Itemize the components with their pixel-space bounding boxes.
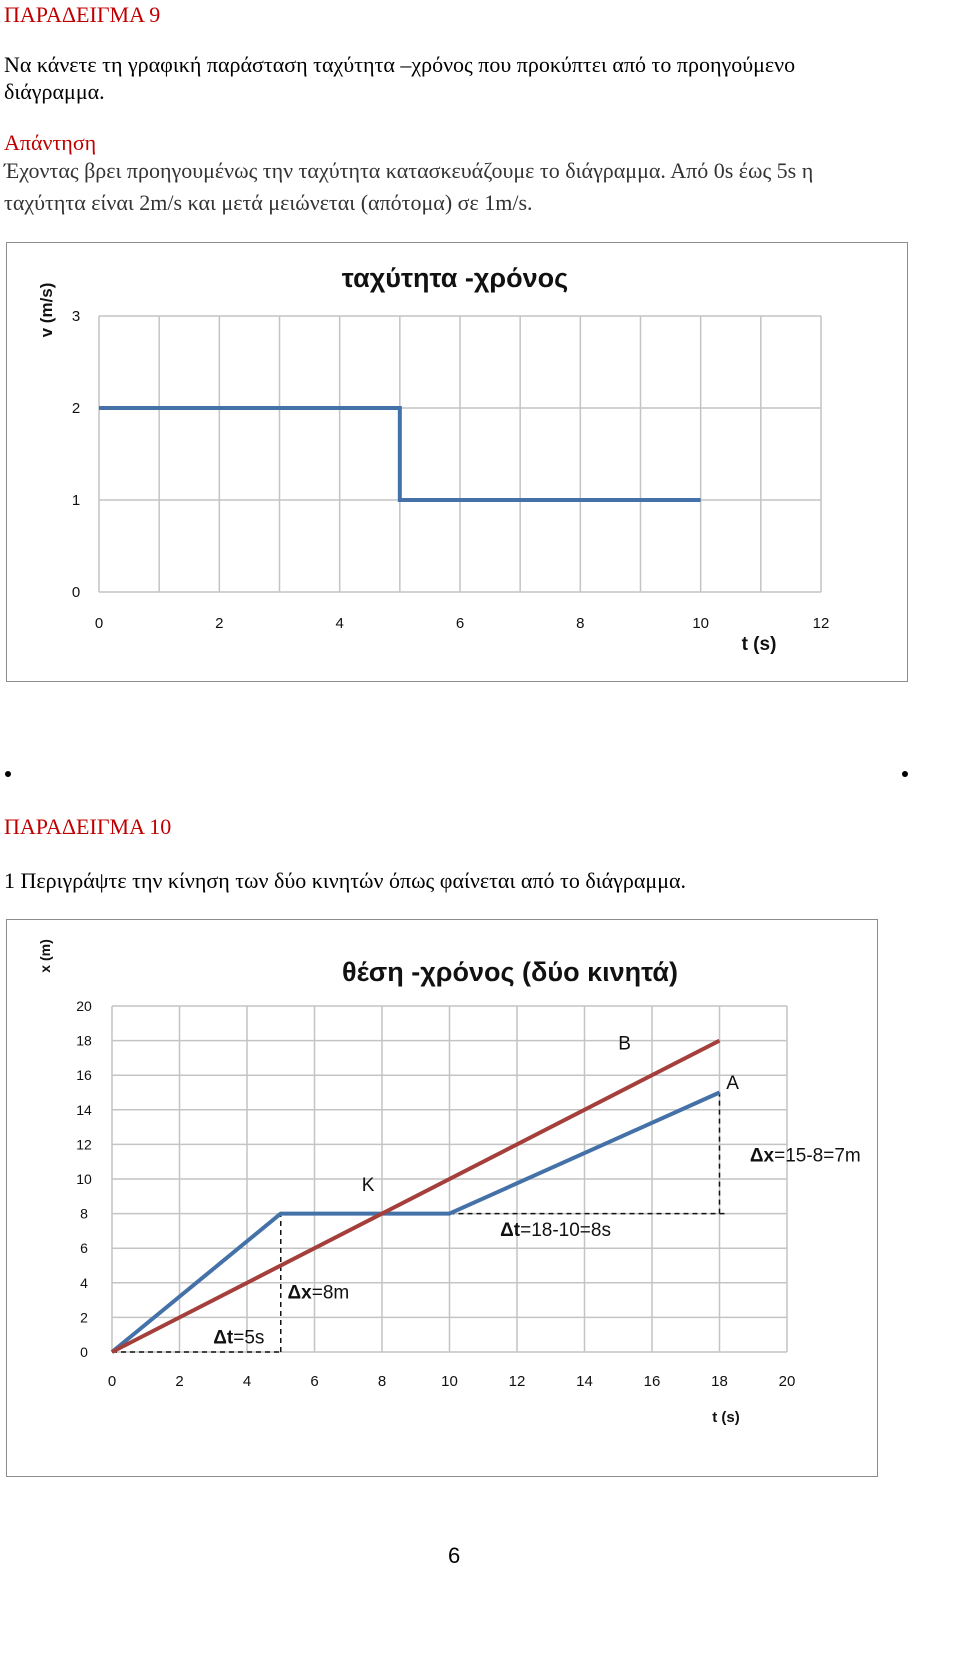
chart-1-x-tick-label: 0 bbox=[94, 615, 104, 632]
chart-2-x-tick-label: 14 bbox=[576, 1373, 593, 1390]
page-number: 6 bbox=[448, 1543, 461, 1568]
answer-heading: Απάντηση bbox=[4, 130, 97, 155]
chart-2-x-tick-label: 0 bbox=[107, 1373, 117, 1390]
chart-2-xlabel: t (s) bbox=[712, 1409, 740, 1426]
velocity-time-chart bbox=[0, 0, 960, 720]
chart-2-annotation: Δt=5s bbox=[213, 1327, 265, 1349]
chart-2-annotations bbox=[213, 1033, 860, 1348]
chart-2-series bbox=[112, 1041, 720, 1352]
chart-2-annotation: Δx=15-8=7m bbox=[749, 1145, 861, 1167]
chart-2-x-tick-label: 20 bbox=[778, 1373, 796, 1390]
chart-1-x-tick-label: 10 bbox=[692, 615, 710, 632]
chart-1-tick-labels bbox=[72, 308, 830, 632]
left-dot bbox=[5, 771, 11, 777]
chart-2-y-tick-label: 8 bbox=[80, 1205, 88, 1222]
chart-1-xlabel: t (s) bbox=[741, 634, 777, 655]
position-time-chart bbox=[0, 900, 960, 1500]
chart-2-x-tick-label: 12 bbox=[508, 1373, 526, 1390]
chart-2-x-tick-label: 16 bbox=[643, 1373, 661, 1390]
chart-2-y-tick-label: 10 bbox=[76, 1171, 92, 1187]
chart-2-annotation: A bbox=[726, 1073, 739, 1095]
chart-2-y-tick-label: 18 bbox=[76, 1032, 92, 1049]
chart-1-series-line bbox=[99, 408, 701, 500]
answer-line-2: ταχύτητα είναι 2m/s και μετά μειώνεται (απότομα) σε 1m/s. bbox=[4, 190, 533, 215]
chart-2-x-tick-label: 8 bbox=[377, 1373, 387, 1390]
chart-2-y-tick-label: 4 bbox=[80, 1274, 88, 1291]
chart-2-x-tick-label: 18 bbox=[711, 1373, 728, 1390]
chart-1-grid bbox=[99, 316, 821, 592]
chart-2-ylabel: x (m) bbox=[37, 939, 53, 973]
chart-2-x-tick-label: 2 bbox=[175, 1373, 184, 1390]
chart-2-x-tick-label: 10 bbox=[441, 1373, 458, 1390]
chart-1-x-tick-label: 4 bbox=[335, 615, 344, 632]
answer-line-1: Έχοντας βρει προηγουμένως την ταχύτητα κατασκευάζουμε το διάγραμμα. Από 0s έως 5s η bbox=[4, 158, 814, 183]
chart-1-ylabel: v (m/s) bbox=[37, 282, 56, 338]
chart-2-series-B bbox=[112, 1041, 720, 1352]
chart-2-annotation: Δt=18-10=8s bbox=[500, 1220, 611, 1242]
example-10-heading: ΠΑΡΑΔΕΙΓΜΑ 10 bbox=[4, 814, 172, 839]
example-9-heading: ΠΑΡΑΔΕΙΓΜΑ 9 bbox=[4, 2, 161, 27]
example-10-question: 1 Περιγράψτε την κίνηση των δύο κινητών όπως φαίνεται από το διάγραμμα. bbox=[4, 868, 687, 893]
chart-2-y-tick-label: 16 bbox=[76, 1067, 92, 1084]
chart-2-y-tick-label: 2 bbox=[80, 1309, 88, 1326]
chart-2-y-tick-label: 14 bbox=[76, 1101, 92, 1118]
chart-2-annotation: Δx=8m bbox=[287, 1282, 350, 1304]
chart-2-x-tick-label: 4 bbox=[242, 1373, 252, 1390]
example-9-question-line-2: διάγραμμα. bbox=[4, 79, 105, 104]
chart-2-y-tick-label: 12 bbox=[76, 1136, 92, 1153]
chart-2-title: θέση -χρόνος (δύο κινητά) bbox=[341, 957, 679, 987]
example-9-question-line-1: Να κάνετε τη γραφική παράσταση ταχύτητα –χρόνος που προκύπτει από το προηγούμενο bbox=[4, 52, 796, 77]
chart-2-series-A bbox=[112, 1093, 720, 1353]
right-dot bbox=[902, 771, 908, 777]
chart-2-y-tick-label: 0 bbox=[80, 1344, 88, 1360]
chart-1-title: ταχύτητα -χρόνος bbox=[341, 263, 569, 293]
chart-1-x-tick-label: 12 bbox=[812, 615, 830, 632]
chart-1-x-tick-label: 2 bbox=[215, 615, 224, 632]
chart-2-x-tick-label: 6 bbox=[310, 1373, 319, 1390]
chart-1-x-tick-label: 8 bbox=[576, 615, 585, 632]
chart-1-y-tick-label: 3 bbox=[71, 308, 81, 325]
chart-2-annotation: K bbox=[361, 1175, 375, 1197]
chart-1-y-tick-label: 2 bbox=[71, 400, 81, 417]
chart-1-y-tick-label: 0 bbox=[71, 584, 81, 601]
chart-1-x-tick-label: 6 bbox=[455, 615, 465, 632]
chart-2-annotation: B bbox=[618, 1033, 631, 1055]
chart-1-y-tick-label: 1 bbox=[71, 492, 81, 509]
chart-1-series bbox=[99, 408, 701, 500]
chart-2-y-tick-label: 20 bbox=[76, 998, 92, 1014]
chart-2-y-tick-label: 6 bbox=[80, 1240, 88, 1257]
